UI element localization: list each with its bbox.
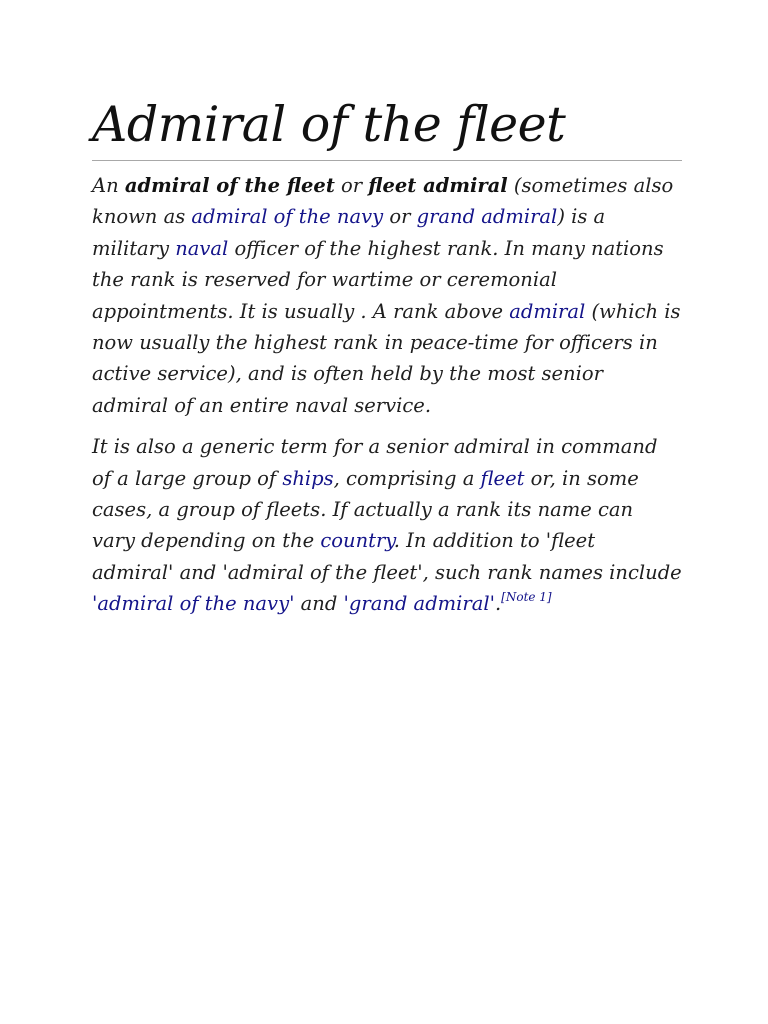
text: or bbox=[383, 205, 417, 229]
link-admiral-of-the-navy[interactable]: admiral of the navy bbox=[191, 205, 384, 229]
text: (sometimes also known as bbox=[92, 174, 674, 229]
text: or bbox=[334, 174, 369, 197]
link-grand-admiral-2[interactable]: 'grand admiral' bbox=[343, 592, 495, 616]
bold-term-fleet-admiral: fleet admiral bbox=[368, 174, 508, 197]
text: officer of the highest rank. In many nations the rank is reserved for wartime or ceremonial appointments. It is usually . A rank above bbox=[92, 236, 664, 323]
link-fleet[interactable]: fleet bbox=[480, 466, 525, 490]
paragraph-2 bbox=[92, 431, 682, 619]
link-admiral[interactable]: admiral bbox=[509, 299, 586, 323]
text: It is also a generic term for a senior admiral in command of a large group of bbox=[92, 435, 658, 490]
text: ) is a military bbox=[92, 205, 606, 260]
article-body bbox=[92, 170, 682, 620]
text: (which is now usually the highest rank in peace-time for officers in active service), and is often held by the most senior admiral of an entire naval service. bbox=[92, 299, 681, 417]
text: or, in some cases, a group of fleets. If actually a rank its name can vary depending on the bbox=[92, 466, 639, 553]
text: . bbox=[494, 592, 502, 616]
paragraph-1 bbox=[92, 170, 682, 421]
link-country[interactable]: country bbox=[320, 529, 394, 553]
link-admiral-of-the-navy-2[interactable]: 'admiral of the navy' bbox=[92, 592, 295, 616]
footnote-reference[interactable]: [Note 1] bbox=[501, 590, 552, 605]
page-title: Admiral of the fleet bbox=[92, 92, 682, 161]
link-ships[interactable]: ships bbox=[282, 466, 334, 490]
text: and bbox=[294, 592, 344, 616]
text: An bbox=[92, 174, 125, 197]
article bbox=[92, 92, 682, 630]
text: , comprising a bbox=[333, 466, 481, 490]
link-naval[interactable]: naval bbox=[175, 236, 229, 260]
bold-term-admiral-of-the-fleet: admiral of the fleet bbox=[124, 174, 335, 197]
text: . In addition to 'fleet admiral' and 'admiral of the fleet', such rank names include bbox=[92, 529, 682, 584]
link-grand-admiral[interactable]: grand admiral bbox=[416, 205, 558, 229]
